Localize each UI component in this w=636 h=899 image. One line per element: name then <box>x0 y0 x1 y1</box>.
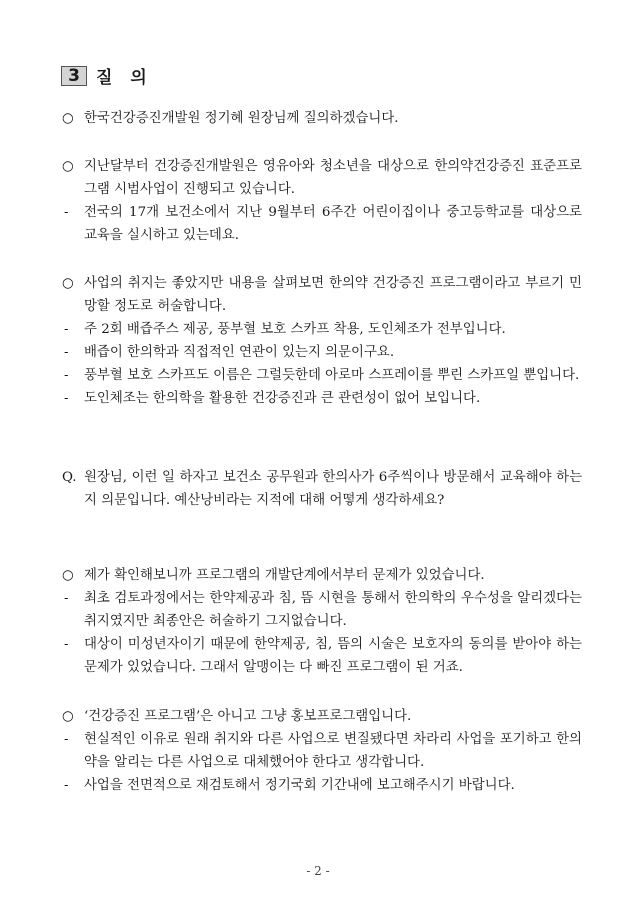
dash-bullet-icon: - <box>64 591 69 606</box>
sub-item-text: 최초 검토과정에서는 한약제공과 침, 뜸 시현을 통해서 한의학의 우수성을 알리겠다는 취지였지만 최종안은 허술하기 그지없습니다. <box>84 591 582 629</box>
sub-item-text: 대상이 미성년자이기 때문에 한약제공, 침, 뜸의 시술은 보호자의 동의를 받아야 하는 문제가 있었습니다. 그래서 알맹이는 다 빠진 프로그램이 된 거죠. <box>84 637 582 675</box>
sub-item-text: 도인체조는 한의학을 활용한 건강증진과 큰 관련성이 없어 보입니다. <box>84 391 481 406</box>
dash-bullet-icon: - <box>64 205 69 220</box>
circle-bullet-icon: ○ <box>62 159 74 174</box>
circle-bullet-icon: ○ <box>62 276 74 291</box>
dash-bullet-icon: - <box>64 778 69 793</box>
paragraph-block <box>62 466 582 512</box>
page-number: - 2 - <box>306 864 330 878</box>
sub-item-text: 풍부혈 보호 스카프도 이름은 그럴듯한데 아로마 스프레이를 뿌린 스카프일 뿐입니다. <box>84 368 580 383</box>
paragraph-text: 제가 확인해보니까 프로그램의 개발단계에서부터 문제가 있었습니다. <box>84 568 485 583</box>
section-header <box>61 63 153 88</box>
circle-bullet-icon: ○ <box>62 111 74 126</box>
dash-bullet-icon: - <box>64 391 69 406</box>
sub-item-text: 주 2회 배즙주스 제공, 풍부혈 보호 스카프 착용, 도인체조가 전부입니다. <box>84 322 506 337</box>
dash-bullet-icon: - <box>64 637 69 652</box>
paragraph-block <box>62 155 582 247</box>
question-marker: Q. <box>62 470 77 485</box>
paragraph-text: 원장님, 이런 일 하자고 보건소 공무원과 한의사가 6주씩이나 방문해서 교육해야 하는지 의문입니다. 예산낭비라는 지적에 대해 어떻게 생각하세요? <box>84 470 582 508</box>
circle-bullet-icon: ○ <box>62 568 74 583</box>
sub-item-text: 사업을 전면적으로 재검토해서 정기국회 기간내에 보고해주시기 바랍니다. <box>84 778 515 793</box>
dash-bullet-icon: - <box>64 345 69 360</box>
paragraph-block <box>62 705 582 797</box>
dash-bullet-icon: - <box>64 322 69 337</box>
section-title: 질 의 <box>96 68 153 88</box>
dash-bullet-icon: - <box>64 732 69 747</box>
paragraph-block <box>62 107 582 130</box>
dash-bullet-icon: - <box>64 368 69 383</box>
paragraph-text: 사업의 취지는 좋았지만 내용을 살펴보면 한의약 건강증진 프로그램이라고 부르기 민망할 정도로 허술합니다. <box>84 276 582 314</box>
section-number: 3 <box>61 66 87 86</box>
sub-item-text: 현실적인 이유로 원래 취지와 다른 사업으로 변질됐다면 차라리 사업을 포기하고 한의약을 알리는 다른 사업으로 대체했어야 한다고 생각합니다. <box>84 732 582 770</box>
paragraph-block <box>62 272 582 410</box>
sub-item-text: 전국의 17개 보건소에서 지난 9월부터 6주간 어린이집이나 중고등학교를 대상으로 교육을 실시하고 있는데요. <box>84 205 582 243</box>
paragraph-text: 지난달부터 건강증진개발원은 영유아와 청소년을 대상으로 한의약건강증진 표준프로그램 시범사업이 진행되고 있습니다. <box>84 159 582 197</box>
sub-item-text: 배즙이 한의학과 직접적인 연관이 있는지 의문이구요. <box>84 345 395 360</box>
circle-bullet-icon: ○ <box>62 709 74 724</box>
paragraph-text: 한국건강증진개발원 정기혜 원장님께 질의하겠습니다. <box>84 111 399 126</box>
paragraph-text: ‘건강증진 프로그램’은 아니고 그냥 홍보프로그램입니다. <box>84 709 412 724</box>
paragraph-block <box>62 564 582 679</box>
